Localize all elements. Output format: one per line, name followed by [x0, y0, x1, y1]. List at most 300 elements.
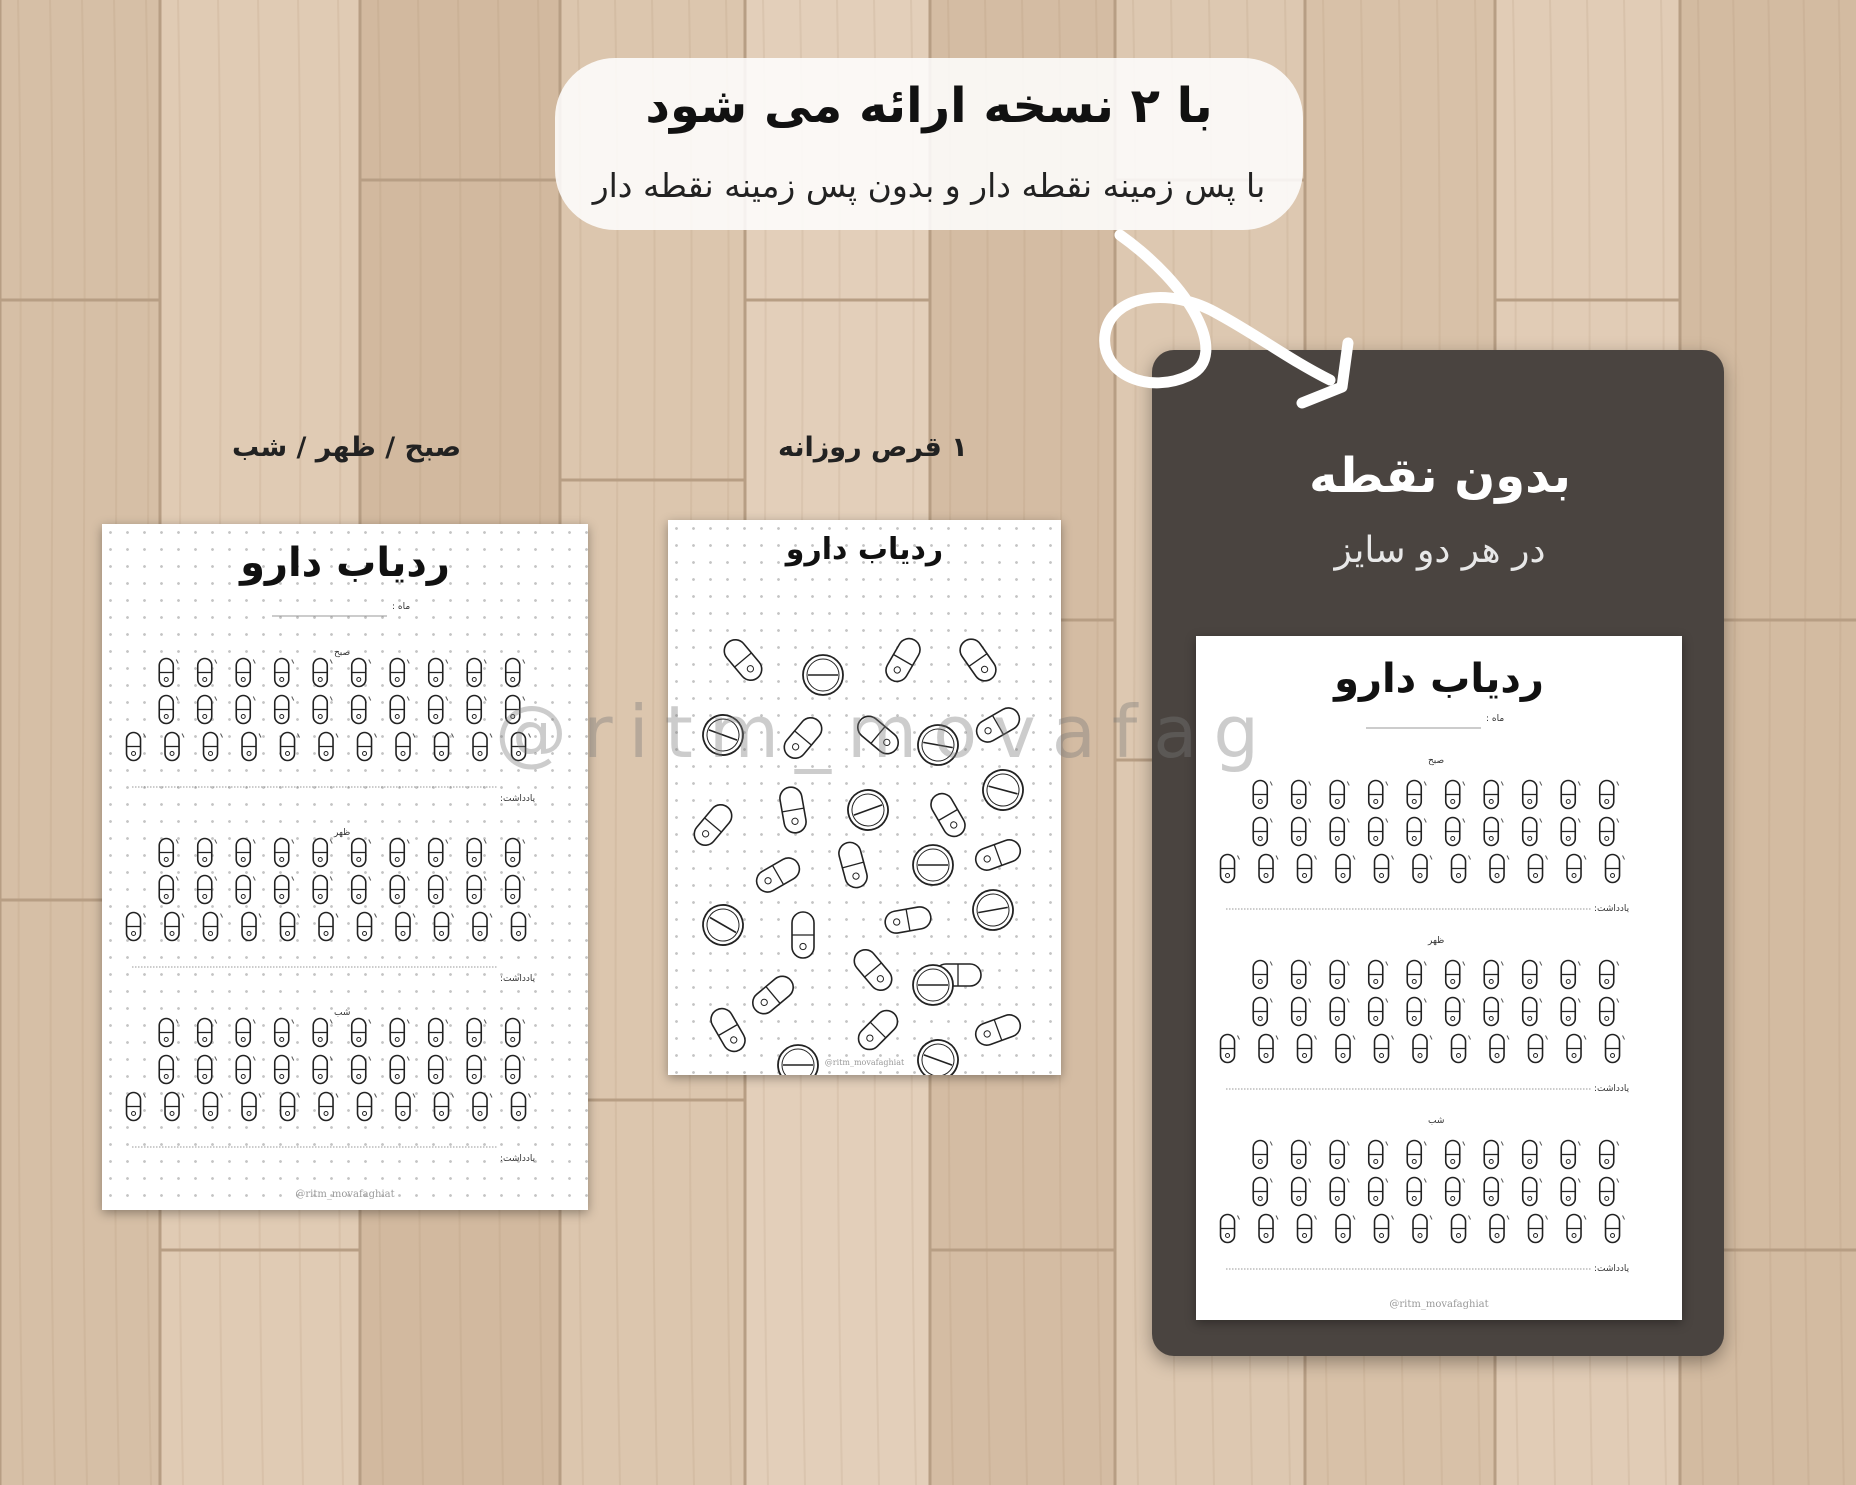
panel-title: بدون نقطه: [1309, 448, 1571, 504]
day-number-mark: [1469, 1036, 1471, 1040]
capsule-icon: [236, 1019, 250, 1047]
capsule-icon: [1407, 1141, 1421, 1169]
day-number-mark: [369, 840, 371, 844]
capsule-icon: [467, 696, 481, 724]
capsule-icon: [1407, 998, 1421, 1026]
capsule-icon: [1292, 818, 1306, 846]
capsule-icon: [506, 839, 520, 867]
day-number-mark: [221, 1094, 223, 1098]
capsule-icon: [429, 659, 443, 687]
day-number-mark: [1546, 1216, 1548, 1220]
capsule-icon: [1330, 1178, 1344, 1206]
day-number-mark: [1617, 999, 1619, 1003]
day-number-mark: [1546, 856, 1548, 860]
capsule-icon: [1606, 855, 1620, 883]
day-number-mark: [407, 1057, 409, 1061]
day-number-mark: [1315, 1216, 1317, 1220]
capsule-icon: [319, 913, 333, 941]
day-number-mark: [330, 1020, 332, 1024]
day-number-mark: [413, 914, 415, 918]
capsule-icon: [1221, 1215, 1235, 1243]
panel-subtitle: در هر دو سایز: [1334, 530, 1546, 571]
day-number-mark: [336, 914, 338, 918]
sheet-footer-middle: @ritm_movafaghiat: [824, 1058, 905, 1067]
day-number-mark: [259, 914, 261, 918]
capsule-icon: [1336, 855, 1350, 883]
capsule-icon: [753, 854, 804, 896]
day-number-mark: [375, 1094, 377, 1098]
capsule-icon: [281, 1093, 295, 1121]
capsule-icon: [1221, 855, 1235, 883]
day-number-mark: [523, 660, 525, 664]
day-number-mark: [1623, 856, 1625, 860]
sheet-three-daily: [102, 524, 588, 1210]
day-number-mark: [292, 660, 294, 664]
day-number-mark: [1507, 1216, 1509, 1220]
capsule-icon: [1600, 961, 1614, 989]
capsule-icon: [792, 912, 814, 958]
day-number-mark: [292, 1057, 294, 1061]
day-number-mark: [1270, 1142, 1272, 1146]
capsule-icon: [506, 659, 520, 687]
day-number-mark: [1617, 782, 1619, 786]
day-number-mark: [407, 660, 409, 664]
day-number-mark: [1392, 1216, 1394, 1220]
capsule-icon: [159, 1019, 173, 1047]
capsule-icon: [1413, 855, 1427, 883]
capsule-icon: [882, 635, 924, 686]
note-label-r2: یادداشت:: [1594, 1084, 1630, 1094]
day-number-mark: [1347, 1179, 1349, 1183]
capsule-icon: [1600, 998, 1614, 1026]
capsule-icon: [1330, 781, 1344, 809]
capsule-icon: [1336, 1215, 1350, 1243]
note-label-1: یادداشت:: [500, 794, 536, 804]
sheet-title: ردیاب دارو: [240, 540, 450, 586]
day-number-mark: [1578, 1142, 1580, 1146]
capsule-icon: [127, 1093, 141, 1121]
capsule-icon: [973, 837, 1024, 873]
capsule-icon: [1561, 818, 1575, 846]
capsule-icon: [973, 1012, 1024, 1048]
capsule-icon: [281, 913, 295, 941]
day-number-mark: [1501, 962, 1503, 966]
day-number-mark: [1584, 1216, 1586, 1220]
sheet-footer: @ritm_movafaghiat: [295, 1189, 395, 1200]
middle-column-label: ۱ قرص روزانه: [778, 432, 968, 463]
day-number-mark: [1424, 819, 1426, 823]
capsule-icon: [1600, 781, 1614, 809]
day-number-mark: [452, 1094, 454, 1098]
day-number-mark: [1386, 962, 1388, 966]
day-number-mark: [413, 1094, 415, 1098]
day-number-mark: [259, 1094, 261, 1098]
day-number-mark: [523, 877, 525, 881]
day-number-mark: [369, 1020, 371, 1024]
capsule-icon: [198, 876, 212, 904]
day-number-mark: [446, 1057, 448, 1061]
day-number-mark: [1238, 856, 1240, 860]
day-number-mark: [490, 1094, 492, 1098]
capsule-icon: [319, 1093, 333, 1121]
day-number-mark: [221, 734, 223, 738]
day-number-mark: [1463, 819, 1465, 823]
day-number-mark: [1424, 999, 1426, 1003]
capsule-icon: [390, 876, 404, 904]
day-number-mark: [407, 877, 409, 881]
capsule-icon: [396, 1093, 410, 1121]
capsule-icon: [1561, 961, 1575, 989]
day-number-mark: [1540, 1142, 1542, 1146]
day-number-mark: [1463, 999, 1465, 1003]
day-number-mark: [1501, 999, 1503, 1003]
capsule-icon: [1452, 1035, 1466, 1063]
day-number-mark: [1584, 856, 1586, 860]
capsule-icon: [435, 913, 449, 941]
banner-subtitle: با پس زمینه نقطه دار و بدون پس زمینه نقطه دار: [592, 166, 1266, 205]
capsule-icon: [956, 635, 1000, 685]
day-number-mark: [176, 1020, 178, 1024]
capsule-icon: [1606, 1035, 1620, 1063]
day-number-mark: [1309, 1142, 1311, 1146]
capsule-icon: [1369, 1178, 1383, 1206]
capsule-icon: [1369, 998, 1383, 1026]
day-number-mark: [1270, 819, 1272, 823]
day-number-mark: [1386, 999, 1388, 1003]
day-number-mark: [1276, 856, 1278, 860]
capsule-icon: [1292, 781, 1306, 809]
day-number-mark: [1540, 962, 1542, 966]
sheet-title-right: ردیاب دارو: [1334, 656, 1544, 702]
day-number-mark: [523, 1020, 525, 1024]
capsule-icon: [1446, 1178, 1460, 1206]
capsule-icon: [1561, 1178, 1575, 1206]
day-number-mark: [490, 914, 492, 918]
capsule-icon: [1413, 1215, 1427, 1243]
day-number-mark: [1347, 782, 1349, 786]
day-number-mark: [523, 1057, 525, 1061]
capsule-icon: [198, 659, 212, 687]
day-number-mark: [182, 734, 184, 738]
day-number-mark: [221, 914, 223, 918]
capsule-icon: [352, 876, 366, 904]
capsule-icon: [690, 800, 736, 849]
day-number-mark: [1578, 962, 1580, 966]
day-number-mark: [1540, 999, 1542, 1003]
day-number-mark: [1392, 856, 1394, 860]
capsule-icon: [275, 839, 289, 867]
capsule-icon: [165, 1093, 179, 1121]
capsule-icon: [1606, 1215, 1620, 1243]
day-number-mark: [1540, 1179, 1542, 1183]
capsule-icon: [1259, 855, 1273, 883]
capsule-icon: [159, 839, 173, 867]
day-number-mark: [407, 840, 409, 844]
day-number-mark: [298, 734, 300, 738]
day-number-mark: [215, 877, 217, 881]
capsule-icon: [352, 1019, 366, 1047]
capsule-icon: [1529, 855, 1543, 883]
capsule-icon: [1567, 1035, 1581, 1063]
capsule-icon: [313, 1019, 327, 1047]
day-number-mark: [1347, 962, 1349, 966]
month-label: ماه :: [392, 602, 411, 612]
capsule-icon: [1292, 998, 1306, 1026]
note-label-r1: یادداشت:: [1594, 904, 1630, 914]
capsule-icon: [1375, 1215, 1389, 1243]
day-number-mark: [1353, 856, 1355, 860]
day-number-mark: [1578, 819, 1580, 823]
day-number-mark: [529, 914, 531, 918]
capsule-icon: [1484, 1141, 1498, 1169]
capsule-icon: [127, 733, 141, 761]
capsule-icon: [429, 876, 443, 904]
capsule-icon: [1523, 781, 1537, 809]
header-banner: [555, 58, 1303, 230]
capsule-icon: [204, 1093, 218, 1121]
day-number-mark: [330, 697, 332, 701]
day-number-mark: [176, 840, 178, 844]
day-number-mark: [182, 914, 184, 918]
section-label-noon: ظهر: [334, 828, 351, 838]
day-number-mark: [253, 877, 255, 881]
day-number-mark: [1463, 1179, 1465, 1183]
tablet-icon: [912, 1034, 963, 1075]
capsule-icon: [1452, 855, 1466, 883]
day-number-mark: [1463, 1142, 1465, 1146]
day-number-mark: [369, 1057, 371, 1061]
day-number-mark: [1238, 1036, 1240, 1040]
month-label-right: ماه :: [1486, 714, 1505, 724]
capsule-icon: [352, 839, 366, 867]
capsule-icon: [1600, 1178, 1614, 1206]
section-label-noon-right: ظهر: [1428, 936, 1445, 946]
capsule-icon: [390, 659, 404, 687]
day-number-mark: [1469, 856, 1471, 860]
capsule-icon: [313, 1056, 327, 1084]
tablet-icon: [970, 887, 1016, 933]
capsule-icon: [352, 696, 366, 724]
capsule-icon: [748, 972, 797, 1018]
capsule-icon: [778, 785, 808, 834]
capsule-icon: [242, 1093, 256, 1121]
capsule-icon: [159, 1056, 173, 1084]
capsule-icon: [1484, 998, 1498, 1026]
day-number-mark: [523, 840, 525, 844]
capsule-icon: [1292, 1178, 1306, 1206]
day-number-mark: [1578, 999, 1580, 1003]
capsule-icon: [1523, 1141, 1537, 1169]
capsule-icon: [236, 1056, 250, 1084]
day-number-mark: [1309, 782, 1311, 786]
day-number-mark: [330, 1057, 332, 1061]
capsule-icon: [467, 1056, 481, 1084]
pill-grid-left: [102, 524, 588, 1210]
curved-arrow-icon: [1080, 225, 1380, 465]
capsule-icon: [275, 876, 289, 904]
day-number-mark: [330, 840, 332, 844]
day-number-mark: [1276, 1216, 1278, 1220]
capsule-icon: [1330, 818, 1344, 846]
capsule-icon: [1452, 1215, 1466, 1243]
capsule-icon: [352, 1056, 366, 1084]
watermark-text: @ritm_movafag: [495, 690, 1276, 774]
day-number-mark: [144, 914, 146, 918]
day-number-mark: [176, 660, 178, 664]
tablet-icon: [913, 845, 953, 885]
capsule-icon: [236, 876, 250, 904]
capsule-icon: [707, 1005, 749, 1056]
note-label-2: یادداشت:: [500, 974, 536, 984]
tablet-icon: [842, 784, 893, 835]
day-number-mark: [144, 734, 146, 738]
day-number-mark: [1617, 1179, 1619, 1183]
capsule-icon: [1523, 998, 1537, 1026]
day-number-mark: [452, 914, 454, 918]
day-number-mark: [182, 1094, 184, 1098]
day-number-mark: [369, 660, 371, 664]
capsule-icon: [1600, 1141, 1614, 1169]
day-number-mark: [292, 1020, 294, 1024]
capsule-icon: [1336, 1035, 1350, 1063]
capsule-icon: [506, 1056, 520, 1084]
day-number-mark: [1309, 999, 1311, 1003]
day-number-mark: [1501, 1179, 1503, 1183]
capsule-icon: [473, 913, 487, 941]
capsule-icon: [512, 913, 526, 941]
capsule-icon: [1407, 781, 1421, 809]
capsule-icon: [396, 913, 410, 941]
day-number-mark: [407, 1020, 409, 1024]
capsule-icon: [1484, 818, 1498, 846]
day-number-mark: [330, 877, 332, 881]
day-number-mark: [1386, 819, 1388, 823]
day-number-mark: [1430, 1036, 1432, 1040]
capsule-icon: [198, 1019, 212, 1047]
capsule-icon: [358, 1093, 372, 1121]
day-number-mark: [1469, 1216, 1471, 1220]
day-number-mark: [375, 734, 377, 738]
capsule-icon: [1446, 961, 1460, 989]
capsule-icon: [1407, 1178, 1421, 1206]
capsule-icon: [390, 1019, 404, 1047]
capsule-icon: [236, 696, 250, 724]
capsule-icon: [352, 659, 366, 687]
capsule-icon: [390, 839, 404, 867]
day-number-mark: [1309, 819, 1311, 823]
day-number-mark: [446, 660, 448, 664]
day-number-mark: [1386, 1179, 1388, 1183]
capsule-icon: [159, 696, 173, 724]
day-number-mark: [375, 914, 377, 918]
capsule-icon: [1298, 855, 1312, 883]
capsule-icon: [1375, 1035, 1389, 1063]
day-number-mark: [1424, 1179, 1426, 1183]
capsule-icon: [1446, 781, 1460, 809]
capsule-icon: [467, 1019, 481, 1047]
day-number-mark: [1353, 1216, 1355, 1220]
day-number-mark: [1424, 1142, 1426, 1146]
day-number-mark: [176, 697, 178, 701]
day-number-mark: [253, 697, 255, 701]
capsule-icon: [198, 696, 212, 724]
capsule-icon: [127, 913, 141, 941]
day-number-mark: [1617, 1142, 1619, 1146]
capsule-icon: [1330, 998, 1344, 1026]
day-number-mark: [1501, 1142, 1503, 1146]
day-number-mark: [1270, 782, 1272, 786]
day-number-mark: [1309, 962, 1311, 966]
capsule-icon: [1446, 1141, 1460, 1169]
day-number-mark: [1578, 1179, 1580, 1183]
capsule-icon: [836, 840, 869, 890]
capsule-icon: [1221, 1035, 1235, 1063]
capsule-icon: [506, 1019, 520, 1047]
day-number-mark: [253, 1020, 255, 1024]
sheet-footer-right: @ritm_movafaghiat: [1389, 1299, 1489, 1310]
day-number-mark: [1270, 1179, 1272, 1183]
capsule-icon: [1600, 818, 1614, 846]
capsule-icon: [358, 733, 372, 761]
capsule-icon: [165, 913, 179, 941]
day-number-mark: [259, 734, 261, 738]
note-label-3: یادداشت:: [500, 1154, 536, 1164]
capsule-icon: [1253, 781, 1267, 809]
capsule-icon: [429, 839, 443, 867]
day-number-mark: [1501, 782, 1503, 786]
capsule-icon: [467, 839, 481, 867]
note-label-r3: یادداشت:: [1594, 1264, 1630, 1274]
capsule-icon: [1523, 818, 1537, 846]
day-number-mark: [253, 660, 255, 664]
day-number-mark: [336, 734, 338, 738]
day-number-mark: [484, 1057, 486, 1061]
capsule-icon: [1413, 1035, 1427, 1063]
capsule-icon: [1375, 855, 1389, 883]
sheet-title-middle: ردیاب دارو: [785, 532, 944, 567]
day-number-mark: [1507, 856, 1509, 860]
day-number-mark: [1347, 1142, 1349, 1146]
day-number-mark: [1430, 856, 1432, 860]
day-number-mark: [1386, 782, 1388, 786]
capsule-icon: [159, 876, 173, 904]
capsule-icon: [435, 1093, 449, 1121]
capsule-icon: [281, 733, 295, 761]
capsule-icon: [429, 1056, 443, 1084]
day-number-mark: [215, 840, 217, 844]
capsule-icon: [275, 1019, 289, 1047]
day-number-mark: [215, 1020, 217, 1024]
capsule-icon: [1259, 1035, 1273, 1063]
capsule-icon: [275, 696, 289, 724]
capsule-icon: [313, 876, 327, 904]
capsule-icon: [1490, 855, 1504, 883]
day-number-mark: [1617, 819, 1619, 823]
capsule-icon: [429, 1019, 443, 1047]
capsule-icon: [1292, 1141, 1306, 1169]
day-number-mark: [1584, 1036, 1586, 1040]
capsule-icon: [1446, 818, 1460, 846]
capsule-icon: [1523, 1178, 1537, 1206]
section-label-night: شب: [334, 1008, 351, 1018]
capsule-icon: [159, 659, 173, 687]
capsule-icon: [1253, 1141, 1267, 1169]
capsule-icon: [1567, 855, 1581, 883]
capsule-icon: [883, 905, 932, 935]
capsule-icon: [275, 1056, 289, 1084]
capsule-icon: [1298, 1035, 1312, 1063]
capsule-icon: [720, 635, 766, 684]
